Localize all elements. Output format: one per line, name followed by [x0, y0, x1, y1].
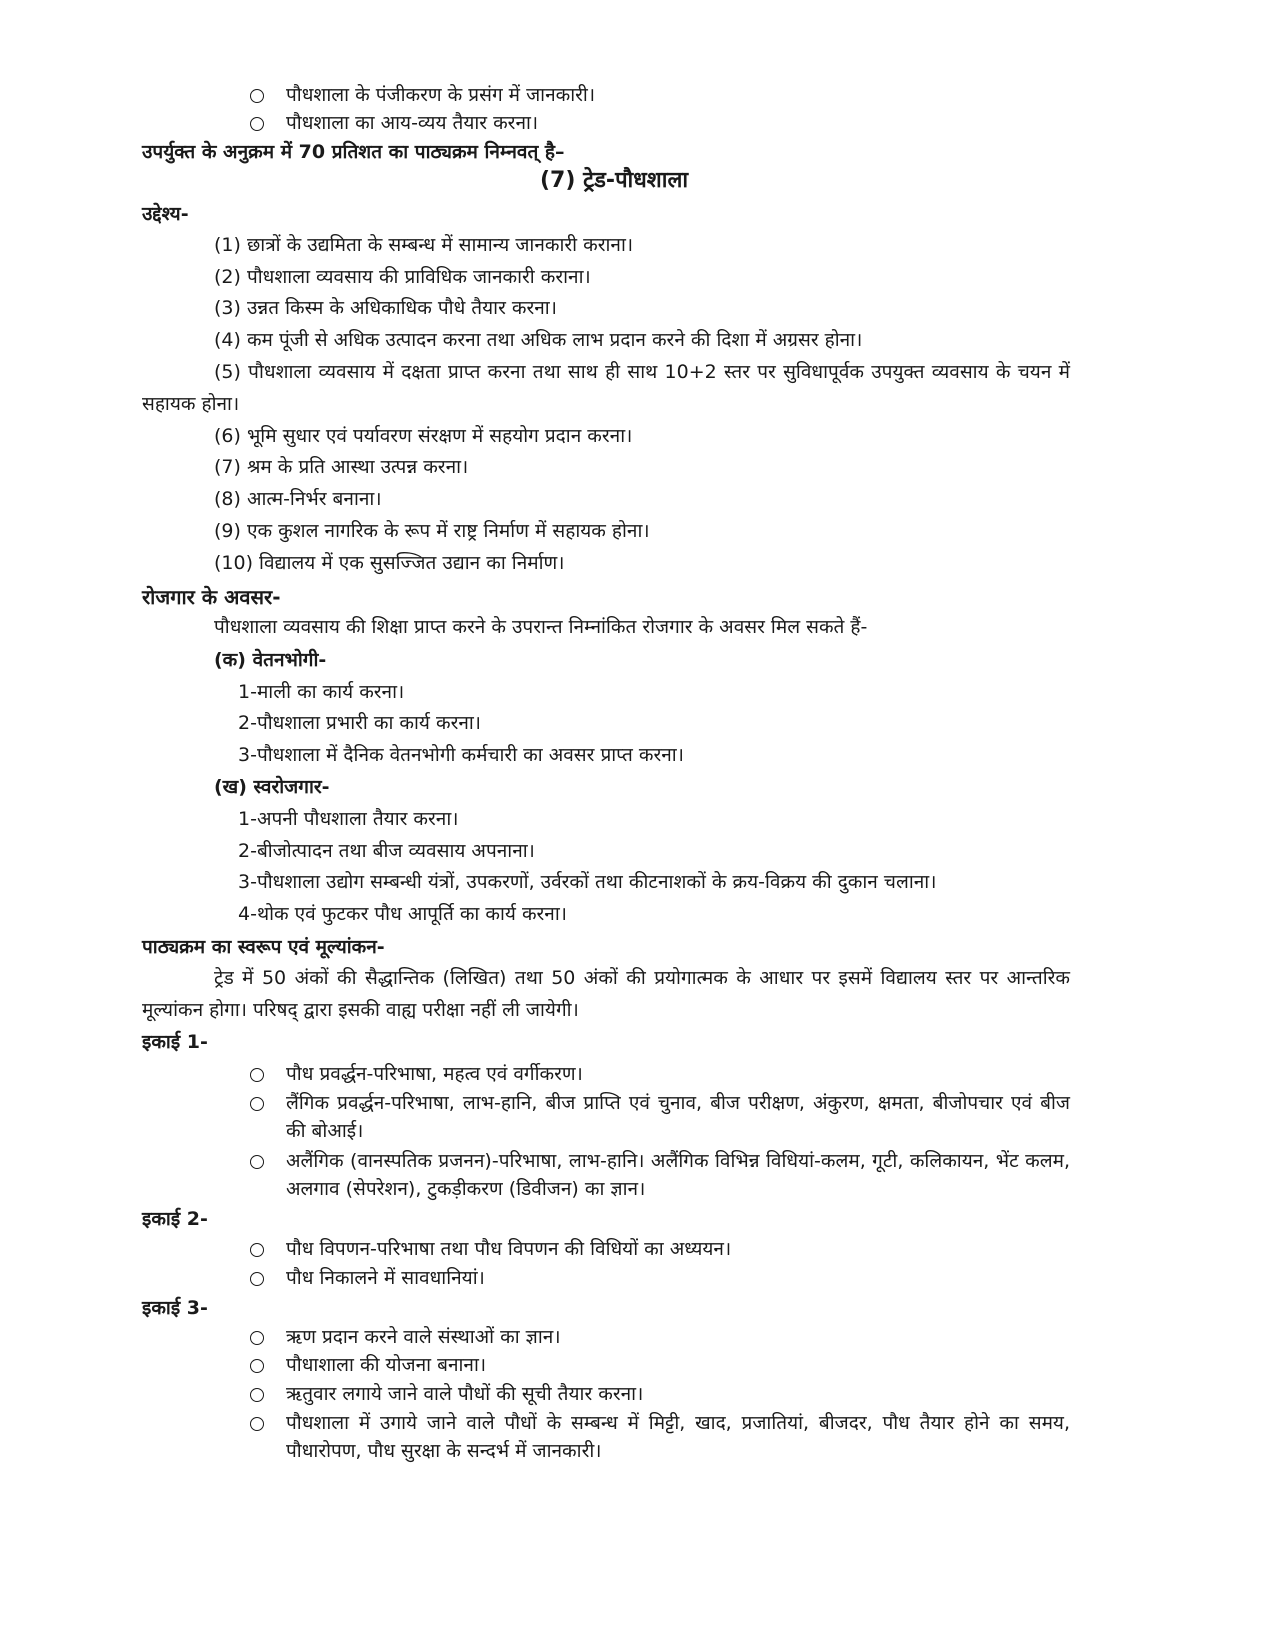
unit2-item-1: पौध विपणन-परिभाषा तथा पौध विपणन की विधियों का अध्ययन। — [286, 1238, 732, 1260]
objective-10: (10) विद्यालय में एक सुसज्जित उद्यान का निर्माण। — [214, 552, 565, 574]
bullet-icon — [250, 117, 264, 131]
unit3-item-4-cont: पौधारोपण, पौध सुरक्षा के सन्दर्भ में जानकारी। — [286, 1440, 602, 1462]
salaried-item-2: 2-पौधशाला प्रभारी का कार्य करना। — [238, 712, 482, 734]
bullet-icon — [250, 1359, 264, 1373]
unit3-heading: इकाई 3- — [142, 1297, 208, 1319]
intro-bullet-2: पौधशाला का आय-व्यय तैयार करना। — [286, 112, 539, 134]
bullet-icon — [250, 89, 264, 103]
unit1-item-2-cont: की बोआई। — [286, 1120, 364, 1142]
salaried-item-1: 1-माली का कार्य करना। — [238, 681, 405, 703]
bullet-icon — [250, 1155, 264, 1169]
objective-4: (4) कम पूंजी से अधिक उत्पादन करना तथा अधिक लाभ प्रदान करने की दिशा में अग्रसर होना। — [214, 329, 863, 351]
evaluation-line-1: ट्रेड में 50 अंकों की सैद्धान्तिक (लिखित) तथा 50 अंकों की प्रयोगात्मक के आधार पर इसमें विद्यालय स्तर पर आन्तरिक — [214, 967, 1070, 989]
self-item-4: 4-थोक एवं फुटकर पौध आपूर्ति का कार्य करना। — [238, 903, 567, 925]
objectives-heading: उद्देश्य- — [142, 203, 189, 225]
unit1-item-2: लैंगिक प्रवर्द्धन-परिभाषा, लाभ-हानि, बीज प्राप्ति एवं चुनाव, बीज परीक्षण, अंकुरण, क्षमता, बीजोपचार एवं बीज — [286, 1092, 1070, 1114]
unit3-item-4: पौधशाला में उगाये जाने वाले पौधों के सम्बन्ध में मिट्टी, खाद, प्रजातियां, बीजदर, पौध तैयार होने का समय, — [286, 1412, 1070, 1434]
unit1-heading: इकाई 1- — [142, 1031, 208, 1053]
unit3-item-3: ऋतुवार लगाये जाने वाले पौधों की सूची तैयार करना। — [286, 1383, 644, 1405]
unit3-item-1: ऋण प्रदान करने वाले संस्थाओं का ज्ञान। — [286, 1326, 561, 1348]
intro-line: उपर्युक्त के अनुक्रम में 70 प्रतिशत का पाठ्यक्रम निम्नवत् है– — [142, 141, 565, 163]
bullet-icon — [250, 1417, 264, 1431]
bullet-icon — [250, 1331, 264, 1345]
bullet-icon — [250, 1272, 264, 1286]
bullet-icon — [250, 1068, 264, 1082]
employment-intro: पौधशाला व्यवसाय की शिक्षा प्राप्त करने के उपरान्त निम्नांकित रोजगार के अवसर मिल सकते हैं- — [214, 616, 868, 638]
evaluation-heading: पाठ्यक्रम का स्वरूप एवं मूल्यांकन- — [142, 936, 385, 958]
unit3-item-2: पौधाशाला की योजना बनाना। — [286, 1354, 487, 1376]
objective-2: (2) पौधशाला व्यवसाय की प्राविधिक जानकारी कराना। — [214, 266, 591, 288]
objective-1: (1) छात्रों के उद्यमिता के सम्बन्ध में सामान्य जानकारी कराना। — [214, 234, 634, 256]
unit2-heading: इकाई 2- — [142, 1208, 208, 1230]
self-item-1: 1-अपनी पौधशाला तैयार करना। — [238, 808, 459, 830]
intro-bullet-1: पौधशाला के पंजीकरण के प्रसंग में जानकारी। — [286, 84, 596, 106]
unit1-item-3: अलैंगिक (वानस्पतिक प्रजनन)-परिभाषा, लाभ-हानि। अलैंगिक विभिन्न विधियां-कलम, गूटी, कलिकायन, भेंट कलम, — [286, 1150, 1070, 1172]
evaluation-line-2: मूल्यांकन होगा। परिषद् द्वारा इसकी वाह्य परीक्षा नहीं ली जायेगी। — [142, 999, 579, 1021]
unit1-item-1: पौध प्रवर्द्धन-परिभाषा, महत्व एवं वर्गीकरण। — [286, 1063, 583, 1085]
trade-title: (7) ट्रेड-पौधशाला — [540, 168, 689, 193]
objective-9: (9) एक कुशल नागरिक के रूप में राष्ट्र निर्माण में सहायक होना। — [214, 520, 650, 542]
objective-3: (3) उन्नत किस्म के अधिकाधिक पौधे तैयार करना। — [214, 297, 557, 319]
self-item-3: 3-पौधशाला उद्योग सम्बन्धी यंत्रों, उपकरणों, उर्वरकों तथा कीटनाशकों के क्रय-विक्रय की दुकान चलाना। — [238, 871, 937, 893]
objective-7: (7) श्रम के प्रति आस्था उत्पन्न करना। — [214, 456, 469, 478]
employment-heading: रोजगार के अवसर- — [142, 585, 281, 609]
self-employment-heading: (ख) स्वरोजगार- — [214, 776, 330, 798]
objective-5: (5) पौधशाला व्यवसाय में दक्षता प्राप्त करना तथा साथ ही साथ 10+2 स्तर पर सुविधापूर्वक उपयुक्त व्यवसाय के चयन में — [214, 361, 1070, 383]
salaried-item-3: 3-पौधशाला में दैनिक वेतनभोगी कर्मचारी का अवसर प्राप्त करना। — [238, 744, 684, 766]
bullet-icon — [250, 1243, 264, 1257]
unit2-item-2: पौध निकालने में सावधानियां। — [286, 1267, 485, 1289]
objective-6: (6) भूमि सुधार एवं पर्यावरण संरक्षण में सहयोग प्रदान करना। — [214, 425, 633, 447]
bullet-icon — [250, 1097, 264, 1111]
objective-5-cont: सहायक होना। — [142, 393, 240, 415]
bullet-icon — [250, 1388, 264, 1402]
objective-8: (8) आत्म-निर्भर बनाना। — [214, 488, 382, 510]
unit1-item-3-cont: अलगाव (सेपरेशन), टुकड़ीकरण (डिवीजन) का ज्ञान। — [286, 1178, 646, 1200]
salaried-heading: (क) वेतनभोगी- — [214, 649, 327, 671]
self-item-2: 2-बीजोत्पादन तथा बीज व्यवसाय अपनाना। — [238, 840, 535, 862]
